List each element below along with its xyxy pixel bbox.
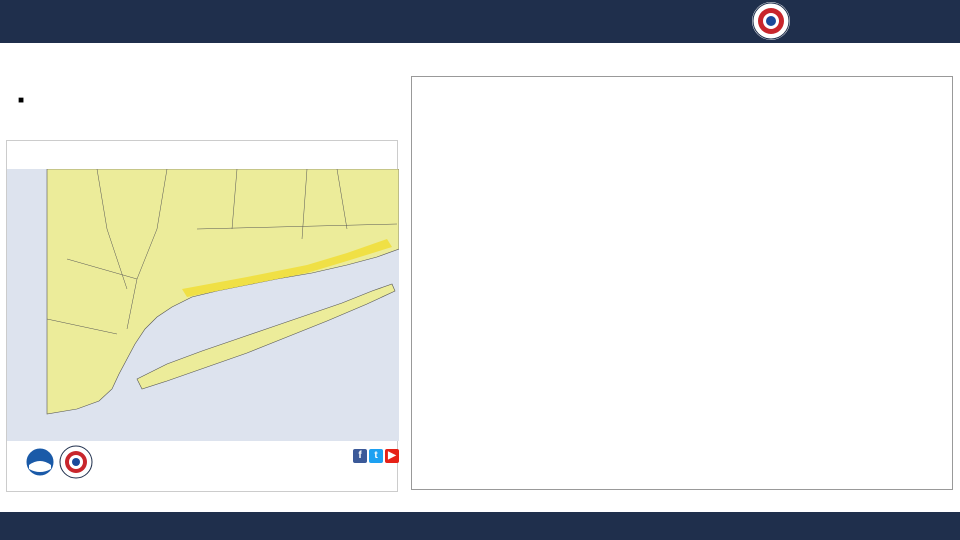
- header-bar: [0, 0, 960, 43]
- twitter-icon[interactable]: t: [369, 449, 383, 463]
- youtube-icon[interactable]: ▶: [385, 449, 399, 463]
- noaa-logo-icon: [25, 447, 55, 477]
- nws-logo-icon: [752, 2, 790, 40]
- briefing-table: [411, 76, 953, 490]
- facebook-icon[interactable]: f: [353, 449, 367, 463]
- nws-seal-icon: [59, 445, 93, 479]
- map-graphic: [7, 169, 399, 441]
- footer-bar: [0, 512, 960, 540]
- bullet-icon: ■: [18, 95, 25, 106]
- map-footer: [7, 441, 399, 493]
- ice-accumulation-map: [6, 140, 398, 492]
